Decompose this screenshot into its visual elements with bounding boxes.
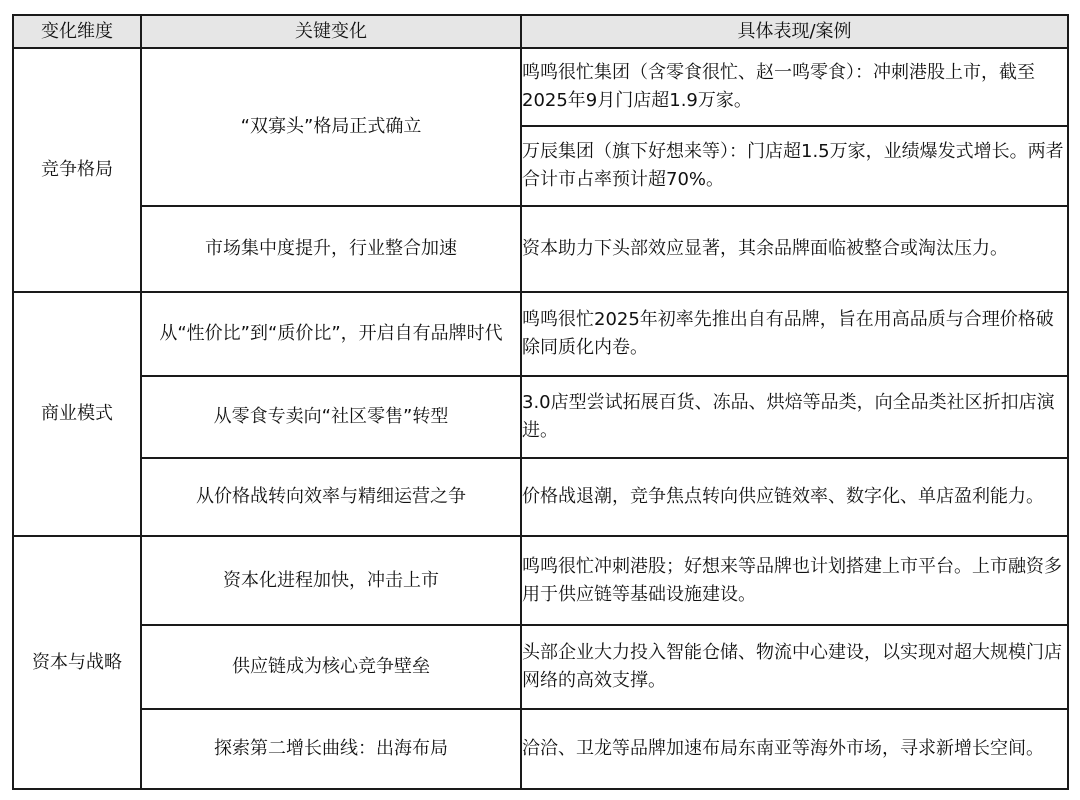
detail-cell: 头部企业大力投入智能仓储、物流中心建设，以实现对超大规模门店网络的高效支撑。 [521, 625, 1068, 709]
table-row [13, 536, 1068, 625]
table-row [13, 709, 1068, 789]
header-detail: 具体表现/案例 [521, 15, 1068, 48]
detail-cell: 3.0店型尝试拓展百货、冻品、烘焙等品类，向全品类社区折扣店演进。 [521, 376, 1068, 458]
change-cell: 供应链成为核心竞争壁垒 [141, 625, 521, 709]
table-row [13, 48, 1068, 126]
change-cell: “双寡头”格局正式确立 [141, 48, 521, 206]
detail-cell: 鸣鸣很忙2025年初率先推出自有品牌，旨在用高品质与合理价格破除同质化内卷。 [521, 292, 1068, 376]
detail-cell: 鸣鸣很忙集团（含零食很忙、赵一鸣零食）：冲刺港股上市，截至2025年9月门店超1.9万家。 [521, 48, 1068, 126]
table-row [13, 458, 1068, 536]
change-cell: 从“性价比”到“质价比”，开启自有品牌时代 [141, 292, 521, 376]
detail-cell: 万辰集团（旗下好想来等）：门店超1.5万家，业绩爆发式增长。两者合计市占率预计超70%。 [521, 126, 1068, 206]
change-cell: 资本化进程加快，冲击上市 [141, 536, 521, 625]
dimension-cell: 资本与战略 [13, 536, 141, 789]
comparison-table [12, 14, 1069, 790]
change-cell: 从零食专卖向“社区零售”转型 [141, 376, 521, 458]
change-cell: 市场集中度提升，行业整合加速 [141, 206, 521, 292]
dimension-cell: 商业模式 [13, 292, 141, 536]
table-row [13, 292, 1068, 376]
table-row [13, 206, 1068, 292]
table-row [13, 625, 1068, 709]
detail-cell: 资本助力下头部效应显著，其余品牌面临被整合或淘汰压力。 [521, 206, 1068, 292]
table-row [13, 376, 1068, 458]
header-dimension: 变化维度 [13, 15, 141, 48]
detail-cell: 价格战退潮，竞争焦点转向供应链效率、数字化、单店盈利能力。 [521, 458, 1068, 536]
header-change: 关键变化 [141, 15, 521, 48]
change-cell: 从价格战转向效率与精细运营之争 [141, 458, 521, 536]
header-row [13, 15, 1068, 48]
detail-cell: 鸣鸣很忙冲刺港股；好想来等品牌也计划搭建上市平台。上市融资多用于供应链等基础设施建设。 [521, 536, 1068, 625]
detail-cell: 洽洽、卫龙等品牌加速布局东南亚等海外市场，寻求新增长空间。 [521, 709, 1068, 789]
change-cell: 探索第二增长曲线：出海布局 [141, 709, 521, 789]
dimension-cell: 竞争格局 [13, 48, 141, 292]
